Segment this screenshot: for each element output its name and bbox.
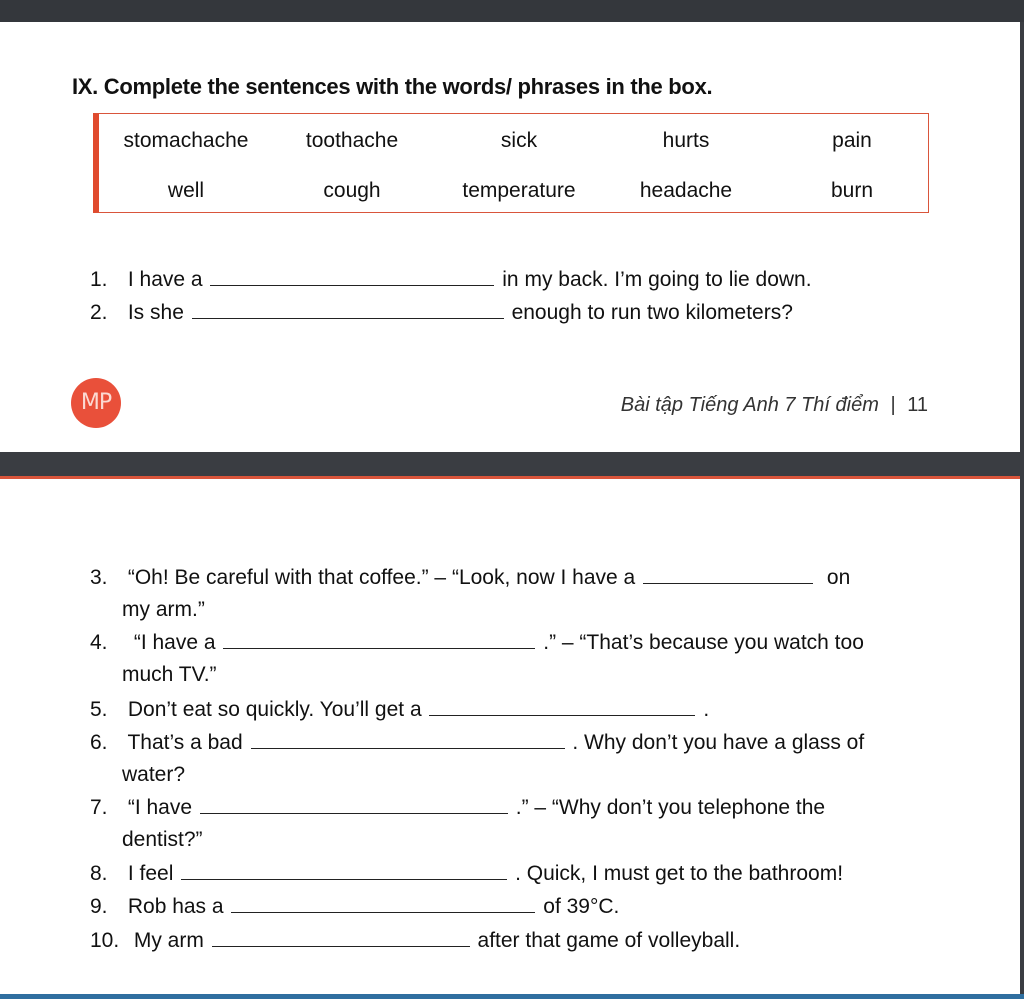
question-text-after: after that game of volleyball.	[477, 929, 741, 952]
question-6	[90, 730, 864, 755]
answer-blank[interactable]	[210, 267, 494, 286]
page-1	[0, 22, 1020, 452]
question-number: 8.	[90, 862, 108, 885]
word-item: hurts	[662, 129, 710, 152]
answer-blank[interactable]	[181, 861, 507, 880]
answer-blank[interactable]	[231, 894, 535, 913]
word-item: temperature	[462, 179, 576, 202]
question-text-after: . Why don’t you have a glass of	[572, 731, 865, 754]
answer-blank[interactable]	[212, 928, 470, 947]
question-text-before: “Oh! Be careful with that coffee.” – “Look, now I have a	[127, 566, 636, 589]
question-text-before: I have a	[127, 268, 203, 291]
word-box	[93, 113, 929, 213]
word-item: burn	[830, 179, 874, 202]
word-item: sick	[500, 129, 538, 152]
question-3-continuation: my arm.”	[122, 598, 205, 621]
question-text-before: That’s a bad	[127, 731, 243, 754]
question-4	[90, 630, 864, 655]
question-3	[90, 565, 850, 590]
question-9	[90, 894, 619, 919]
question-text-before: I feel	[127, 862, 174, 885]
question-number: 2.	[90, 301, 108, 324]
word-item: well	[167, 179, 205, 202]
question-text-before: Don’t eat so quickly. You’ll get a	[127, 698, 422, 721]
question-text-before: “I have	[127, 796, 193, 819]
word-item: toothache	[305, 129, 399, 152]
question-text-after: . Quick, I must get to the bathroom!	[515, 862, 844, 885]
question-text-after: .	[703, 698, 710, 721]
question-2	[90, 300, 793, 325]
question-text-after: of 39°C.	[543, 895, 620, 918]
page-number: 11	[907, 394, 928, 416]
word-item: pain	[832, 129, 872, 152]
question-number: 5.	[90, 698, 108, 721]
question-8	[90, 861, 843, 886]
word-item: stomachache	[123, 129, 249, 152]
question-text-after: .” – “That’s because you watch too	[543, 631, 864, 654]
question-number: 4.	[90, 631, 108, 654]
page-footer	[621, 394, 928, 417]
question-text-before: “I have a	[133, 631, 216, 654]
question-text-after: .” – “Why don’t you telephone the	[515, 796, 826, 819]
bottom-accent-line	[0, 994, 1024, 999]
question-number: 9.	[90, 895, 108, 918]
question-text-after: enough to run two kilometers?	[511, 301, 793, 324]
question-4-continuation: much TV.”	[122, 663, 217, 686]
question-7-continuation: dentist?”	[122, 828, 203, 851]
question-7	[90, 795, 825, 820]
question-number: 10.	[90, 929, 120, 952]
question-text-after: on	[826, 566, 851, 589]
question-text-before: Is she	[127, 301, 184, 324]
question-number: 3.	[90, 566, 108, 589]
question-10	[90, 928, 740, 953]
question-6-continuation: water?	[122, 763, 186, 786]
publisher-logo: MP	[71, 378, 121, 428]
question-1	[90, 267, 812, 292]
book-title: Bài tập Tiếng Anh 7 Thí điểm	[620, 394, 879, 416]
top-dark-bar	[0, 0, 1024, 22]
answer-blank[interactable]	[429, 697, 695, 716]
word-item: cough	[323, 179, 381, 202]
answer-blank[interactable]	[223, 630, 535, 649]
question-5	[90, 697, 709, 722]
page-2	[0, 476, 1020, 999]
exercise-title: IX. Complete the sentences with the words/ phrases in the box.	[72, 74, 713, 99]
answer-blank[interactable]	[192, 300, 504, 319]
answer-blank[interactable]	[251, 730, 565, 749]
word-item: headache	[639, 179, 733, 202]
question-number: 6.	[90, 731, 108, 754]
footer-separator: |	[890, 394, 896, 416]
question-text-after: in my back. I’m going to lie down.	[502, 268, 812, 291]
question-text-before: My arm	[133, 929, 204, 952]
answer-blank[interactable]	[643, 565, 813, 584]
question-text-before: Rob has a	[127, 895, 224, 918]
question-number: 1.	[90, 268, 108, 291]
answer-blank[interactable]	[200, 795, 508, 814]
question-number: 7.	[90, 796, 108, 819]
